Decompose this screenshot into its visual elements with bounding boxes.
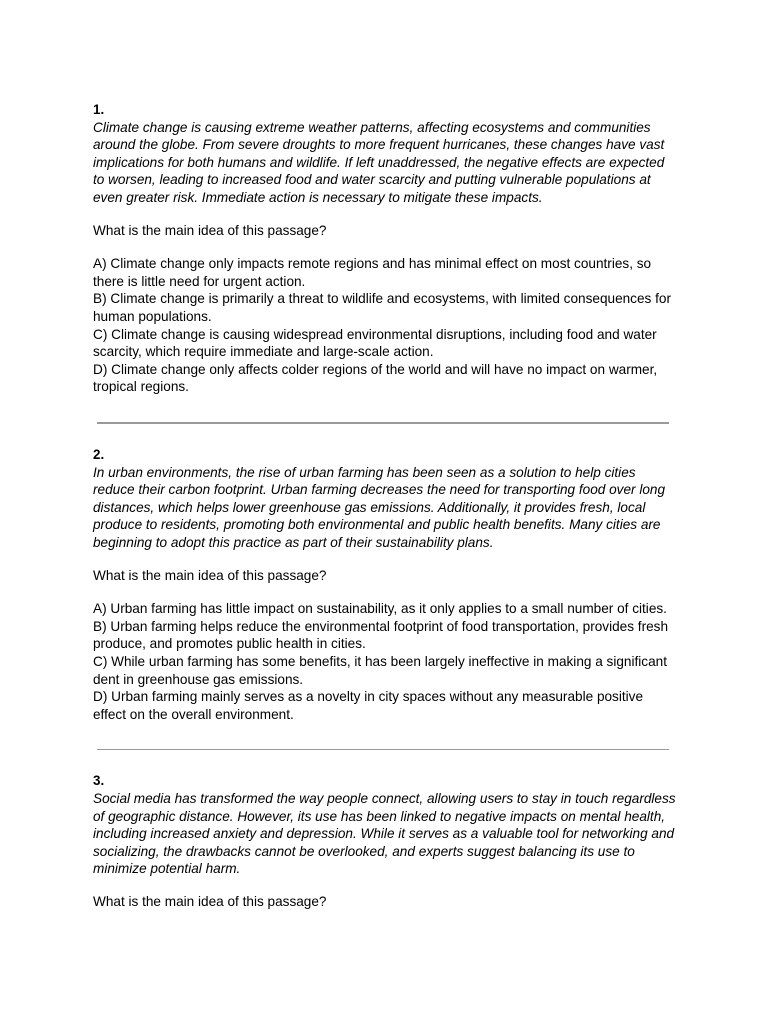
passage-text: Climate change is causing extreme weather patterns, affecting ecosystems and communities around the globe. From severe droughts to more frequent hurricanes, these changes have vast implications for both humans and wildlife. If left unaddressed, the negative effects are expected to worsen, leading to increased food and water scarcity and putting vulnerable populations at even greater risk. Immediate action is necessary to mitigate these impacts. [93,119,665,205]
question-prompt: What is the main idea of this passage? [93,894,327,910]
question-number: 1. [93,102,105,117]
answer-options [93,600,677,723]
question-3 [93,772,677,911]
question-2 [93,446,677,723]
question-prompt: What is the main idea of this passage? [93,223,327,239]
passage-text: In urban environments, the rise of urban farming has been seen as a solution to help cities reduce their carbon footprint. Urban farming decreases the need for transporting food over long distances, which helps lower greenhouse gas emissions. Additionally, it provides fresh, local produce to residents, promoting both environmental and public health benefits. Many cities are beginning to adopt this practice as part of their sustainability plans. [93,464,666,550]
answer-option-b: B) Urban farming helps reduce the environmental footprint of food transportation, provides fresh produce, and promotes public health in cities. [93,618,669,652]
question-1 [93,101,677,396]
answer-option-b: B) Climate change is primarily a threat to wildlife and ecosystems, with limited consequences for human populations. [93,291,671,325]
answer-option-a: A) Climate change only impacts remote regions and has minimal effect on most countries, so there is little need for urgent action. [93,256,652,289]
answer-option-c: C) While urban farming has some benefits, it has been largely ineffective in making a significant dent in greenhouse gas emissions. [93,654,667,687]
answer-option-d: D) Urban farming mainly serves as a novelty in city spaces without any measurable positive effect on the overall environment. [93,689,644,722]
question-prompt: What is the main idea of this passage? [93,568,327,584]
question-number: 2. [93,447,105,462]
answer-option-a: A) Urban farming has little impact on sustainability, as it only applies to a small number of cities. [93,601,667,617]
worksheet-page [93,101,677,911]
passage-text: Social media has transformed the way people connect, allowing users to stay in touch regardless of geographic distance. However, its use has been linked to negative impacts on mental health, including increased anxiety and depression. While it serves as a valuable tool for networking and socializing, the drawbacks cannot be overlooked, and experts suggest balancing its use to minimize potential harm. [93,790,676,877]
question-number: 3. [93,773,105,789]
answer-option-d: D) Climate change only affects colder regions of the world and will have no impact on warmer, tropical regions. [93,361,658,395]
answer-options [93,255,677,396]
answer-option-c: C) Climate change is causing widespread environmental disruptions, including food and water scarcity, which require immediate and large-scale action. [93,326,657,360]
